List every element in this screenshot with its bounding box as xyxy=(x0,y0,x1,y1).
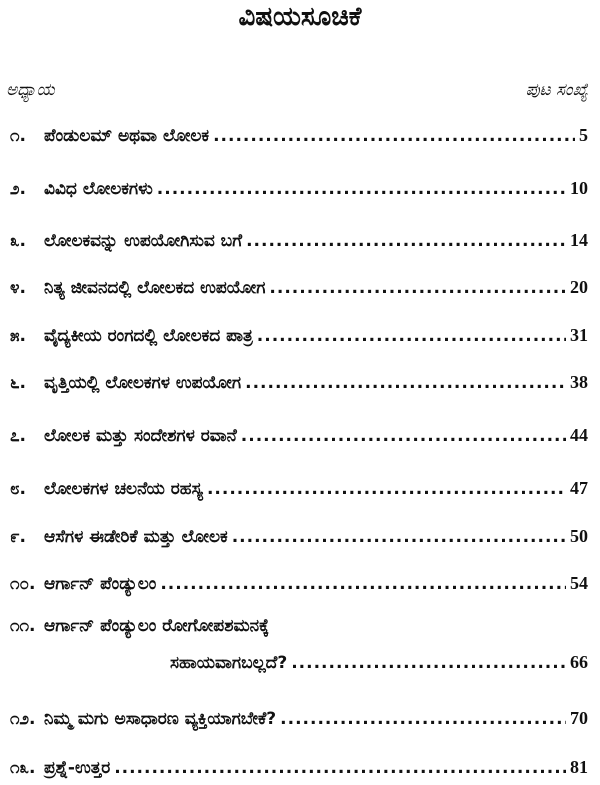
toc-entry[interactable] xyxy=(10,703,588,729)
entry-title: ನಿಮ್ಮ ಮಗು ಅಸಾಧಾರಣ ವ್ಯಕ್ತಿಯಾಗಬೇಕೆ? xyxy=(44,709,277,729)
entry-number: ೫. xyxy=(10,326,26,346)
entry-title: ವೈದ್ಯಕೀಯ ರಂಗದಲ್ಲಿ ಲೋಲಕದ ಪಾತ್ರ xyxy=(44,326,253,346)
toc-entry[interactable] xyxy=(10,473,588,499)
entry-page: 54 xyxy=(570,573,588,593)
entry-page: 81 xyxy=(570,757,588,777)
entry-number: ೧೦. xyxy=(10,574,36,594)
entry-title: ಲೋಲಕವನ್ನು ಉಪಯೋಗಿಸುವ ಬಗೆ xyxy=(44,231,243,251)
toc-entry[interactable] xyxy=(10,367,588,393)
dot-leader xyxy=(269,278,566,298)
entry-title: ಲೋಲಕಗಳ ಚಲನೆಯ ರಹಸ್ಯ xyxy=(44,479,203,499)
entry-number: ೬. xyxy=(10,373,26,393)
entry-title: ವಿವಿಧ ಲೋಲಕಗಳು xyxy=(44,179,153,199)
toc-entry[interactable] xyxy=(10,568,588,594)
dot-leader xyxy=(232,527,566,547)
dot-leader xyxy=(246,231,566,251)
dot-leader xyxy=(114,758,566,778)
entry-number: ೧೩. xyxy=(10,758,36,778)
entry-number: ೭. xyxy=(10,426,26,446)
entry-page: 47 xyxy=(570,478,588,498)
toc-entry[interactable] xyxy=(170,647,588,673)
entry-number: ೯. xyxy=(10,527,26,547)
entry-title: ಆಸೆಗಳ ಈಡೇರಿಕೆ ಮತ್ತು ಲೋಲಕ xyxy=(44,527,228,547)
entry-page: 70 xyxy=(570,708,588,728)
toc-entry[interactable] xyxy=(10,521,588,547)
entry-page: 20 xyxy=(570,277,588,297)
entry-page: 14 xyxy=(570,230,588,250)
entry-title: ವೃತ್ತಿಯಲ್ಲಿ ಲೋಲಕಗಳ ಉಪಯೋಗ xyxy=(44,373,242,393)
dot-leader xyxy=(291,653,566,673)
dot-leader xyxy=(241,426,566,446)
dot-leader xyxy=(280,709,566,729)
entry-title: ಪ್ರಶ್ನೆ-ಉತ್ತರ xyxy=(44,758,111,778)
entry-number: ೩. xyxy=(10,231,26,251)
dot-leader xyxy=(207,479,566,499)
entry-title: ಆರ್ಗಾನ್ ಪೆಂಡ್ಯುಲಂ ರೋಗೋಪಶಮನಕ್ಕೆ xyxy=(44,616,270,636)
entry-title: ಆರ್ಗಾನ್ ಪೆಂಡ್ಯುಲಂ xyxy=(44,574,157,594)
toc-entry[interactable] xyxy=(10,320,588,346)
page-number-column-header: ಪುಟ ಸಂಖ್ಯೆ xyxy=(525,80,588,100)
entry-title: ಪೆಂಡುಲಮ್ ಅಥವಾ ಲೋಲಕ xyxy=(44,126,210,146)
entry-title-continued: ಸಹಾಯವಾಗಬಲ್ಲದೆ? xyxy=(170,653,288,673)
entry-number: ೧೨. xyxy=(10,709,36,729)
dot-leader xyxy=(245,373,566,393)
toc-entry-first-line[interactable] xyxy=(10,616,269,636)
chapter-column-header: ಅಧ್ಯಾಯ xyxy=(6,80,55,100)
page-title: ವಿಷಯಸೂಚಿಕೆ xyxy=(238,2,362,32)
dot-leader xyxy=(213,126,575,146)
dot-leader xyxy=(160,574,566,594)
entry-number: ೨. xyxy=(10,179,26,199)
dot-leader xyxy=(157,179,566,199)
entry-number: ೧೧. xyxy=(10,616,36,636)
toc-entry[interactable] xyxy=(10,225,588,251)
entry-number: ೮. xyxy=(10,479,26,499)
entry-page: 44 xyxy=(570,425,588,445)
entry-page: 66 xyxy=(570,652,588,672)
entry-page: 10 xyxy=(570,178,588,198)
toc-entry[interactable] xyxy=(10,420,588,446)
toc-entry[interactable] xyxy=(10,752,588,778)
entry-title: ನಿತ್ಯ ಜೀವನದಲ್ಲಿ ಲೋಲಕದ ಉಪಯೋಗ xyxy=(44,278,266,298)
entry-page: 50 xyxy=(570,526,588,546)
entry-page: 38 xyxy=(570,372,588,392)
entry-page: 5 xyxy=(579,125,588,145)
entry-title: ಲೋಲಕ ಮತ್ತು ಸಂದೇಶಗಳ ರವಾನೆ xyxy=(44,426,237,446)
toc-entry[interactable] xyxy=(10,173,588,199)
toc-entry[interactable] xyxy=(10,120,588,146)
entry-page: 31 xyxy=(570,325,588,345)
entry-number: ೪. xyxy=(10,278,26,298)
entry-number: ೧. xyxy=(10,126,26,146)
dot-leader xyxy=(257,326,566,346)
toc-entry[interactable] xyxy=(10,272,588,298)
